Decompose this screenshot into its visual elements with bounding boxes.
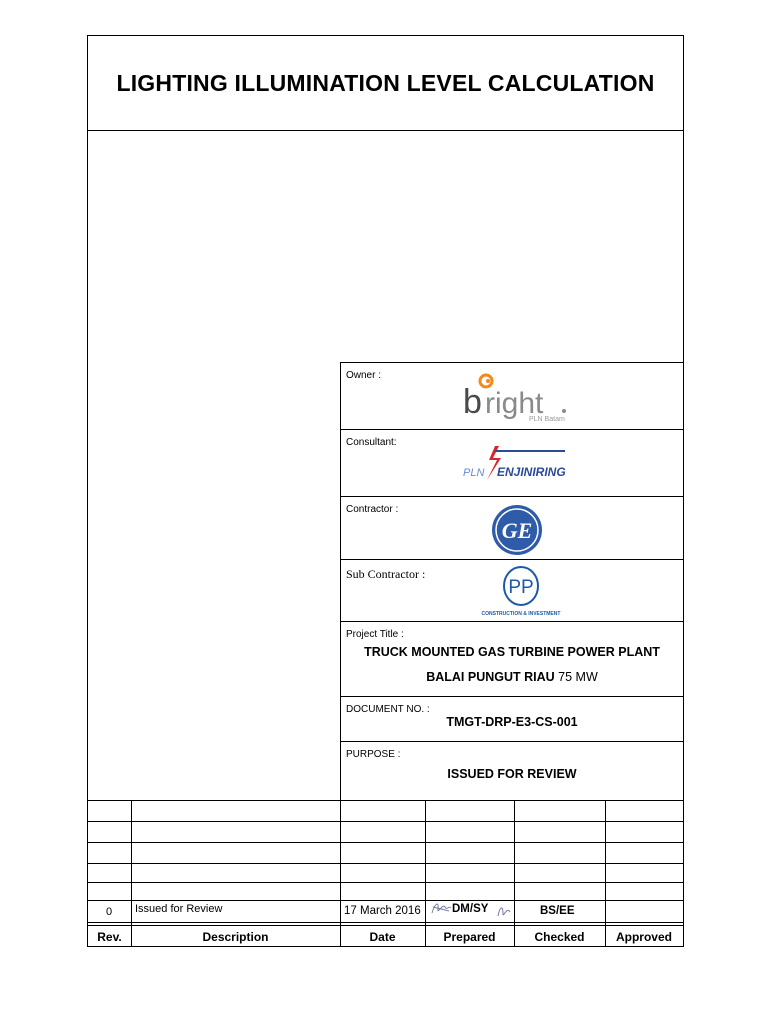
rev-row-checked: BS/EE — [540, 905, 575, 917]
svg-text:PLN Batam: PLN Batam — [529, 416, 565, 423]
consultant-box — [340, 429, 683, 496]
document-title: LIGHTING ILLUMINATION LEVEL CALCULATION — [116, 69, 655, 96]
project-box — [340, 621, 683, 696]
table-col-line — [340, 800, 341, 946]
table-col-line — [514, 800, 515, 946]
contractor-label: Contractor : — [346, 504, 399, 515]
purpose-box — [340, 741, 683, 800]
table-line — [88, 922, 683, 923]
header-rev: Rev. — [97, 929, 122, 944]
header-description: Description — [202, 929, 269, 944]
title-row — [88, 36, 683, 131]
table-line — [88, 863, 683, 864]
table-line — [88, 882, 683, 883]
table-col-line — [605, 800, 606, 946]
svg-text:PLN: PLN — [463, 467, 485, 479]
pln-enjiniring-logo — [461, 444, 581, 486]
purpose-label: PURPOSE : — [346, 749, 401, 760]
ge-logo — [491, 504, 543, 556]
prepared-signature — [429, 899, 453, 922]
document-label: DOCUMENT NO. : — [346, 704, 430, 715]
svg-text:ENJINIRING: ENJINIRING — [497, 465, 566, 479]
header-checked: Checked — [534, 929, 585, 944]
document-frame — [87, 35, 684, 947]
svg-text:GE: GE — [501, 518, 533, 543]
rev-row-date: 17 March 2016 — [344, 905, 421, 917]
consultant-label: Consultant: — [346, 437, 397, 448]
contractor-box — [340, 496, 683, 559]
table-line — [88, 821, 683, 822]
svg-text:PP: PP — [508, 577, 534, 598]
rev-row-description: Issued for Review — [135, 903, 223, 915]
bright-logo — [461, 371, 581, 423]
pp-logo — [461, 564, 581, 620]
table-line — [88, 842, 683, 843]
rev-row-number: 0 — [106, 906, 113, 918]
table-line — [88, 900, 683, 901]
header-prepared: Prepared — [443, 929, 496, 944]
revision-table — [88, 800, 683, 946]
document-number: TMGT-DRP-E3-CS-001 — [446, 715, 578, 729]
svg-text:CONSTRUCTION & INVESTMENT: CONSTRUCTION & INVESTMENT — [481, 611, 561, 617]
svg-text:b: b — [463, 383, 482, 421]
project-title-line2-row — [341, 670, 683, 684]
purpose-value: ISSUED FOR REVIEW — [447, 767, 577, 781]
table-line — [88, 925, 683, 926]
table-col-line — [425, 800, 426, 946]
project-label: Project Title : — [346, 629, 404, 640]
table-line — [88, 800, 683, 801]
document-box — [340, 696, 683, 741]
rev-row-prepared: DM/SY — [452, 903, 489, 915]
owner-label: Owner : — [346, 370, 382, 381]
subcontractor-label: Sub Contractor : — [346, 567, 426, 581]
table-col-line — [131, 800, 132, 946]
svg-text:right: right — [485, 387, 544, 420]
subcontractor-box — [340, 559, 683, 621]
prepared-initial — [496, 902, 512, 923]
header-date: Date — [369, 929, 396, 944]
project-title-line2: BALAI PUNGUT RIAU — [426, 670, 555, 684]
project-title-line1: TRUCK MOUNTED GAS TURBINE POWER PLANT — [364, 645, 660, 659]
header-approved: Approved — [615, 929, 672, 944]
owner-box — [340, 362, 683, 429]
project-capacity: 75 MW — [558, 670, 598, 684]
